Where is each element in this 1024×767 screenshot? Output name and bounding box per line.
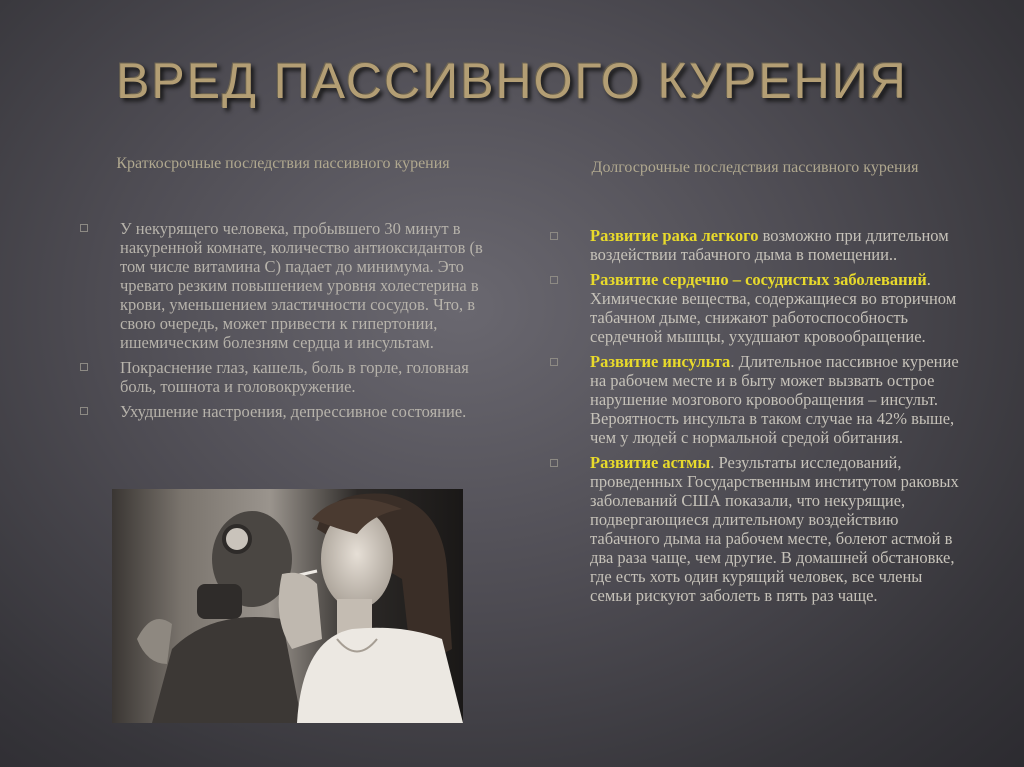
item-highlight: Развитие сердечно – сосудистых заболеваний (590, 270, 927, 289)
long-term-effects-list (545, 226, 965, 611)
square-bullet-icon (550, 232, 558, 240)
smoking-woman-photo (112, 489, 463, 723)
square-bullet-icon (550, 358, 558, 366)
list-item (75, 358, 490, 396)
item-text: . Химические вещества, содержащиеся во вторичном табачном дыме, снижают работоспособность сердечной мышцы, ухудшают кровообращение. (590, 270, 957, 346)
left-column-heading: Краткосрочные последствия пассивного курения (116, 155, 450, 172)
item-text: У некурящего человека, пробывшего 30 минут в накуренной комнате, количество антиоксидантов (в том числе витамина С) падает до минимума. Это чревато резким повышением уровня холестерина в крови, уменьшением эластичности сосудов. Что, в свою очередь, может привести к гипертонии, ишемическим болезням сердца и инсультам. (120, 219, 483, 352)
photo-illustration (112, 489, 463, 723)
square-bullet-icon (550, 276, 558, 284)
list-item (545, 270, 965, 346)
item-text: . Длительное пассивное курение на рабочем месте и в быту может вызвать острое нарушение мозгового кровообращения – инсульт. Вероятность инсульта в таком случае на 42% выше, чем у людей с нормальной средой обитания. (590, 352, 959, 447)
square-bullet-icon (550, 459, 558, 467)
slide-title: ВРЕД ПАССИВНОГО КУРЕНИЯ (116, 53, 908, 109)
square-bullet-icon (80, 407, 88, 415)
item-text: Покраснение глаз, кашель, боль в горле, головная боль, тошнота и головокружение. (120, 358, 469, 396)
item-text: Ухудшение настроения, депрессивное состояние. (120, 402, 467, 421)
list-item (75, 402, 490, 421)
item-highlight: Развитие инсульта (590, 352, 731, 371)
item-text: возможно при длительном воздействии табачного дыма в помещении.. (590, 226, 949, 264)
square-bullet-icon (80, 224, 88, 232)
short-term-effects-list (75, 219, 490, 427)
list-item (545, 352, 965, 447)
list-item (545, 226, 965, 264)
list-item (545, 453, 965, 605)
right-column-heading: Долгосрочные последствия пассивного курения (591, 159, 919, 176)
item-highlight: Развитие астмы (590, 453, 711, 472)
list-item (75, 219, 490, 352)
square-bullet-icon (80, 363, 88, 371)
item-highlight: Развитие рака легкого (590, 226, 759, 245)
item-text: . Результаты исследований, проведенных Государственным институтом раковых заболеваний США показали, что некурящие, подвергающиеся длительному воздействию табачного дыма на рабочем месте, болеют астмой в два раза чаще, чем другие. В домашней обстановке, где есть хоть один курящий человек, все члены семьи рискуют заболеть в пять раз чаще. (590, 453, 959, 605)
